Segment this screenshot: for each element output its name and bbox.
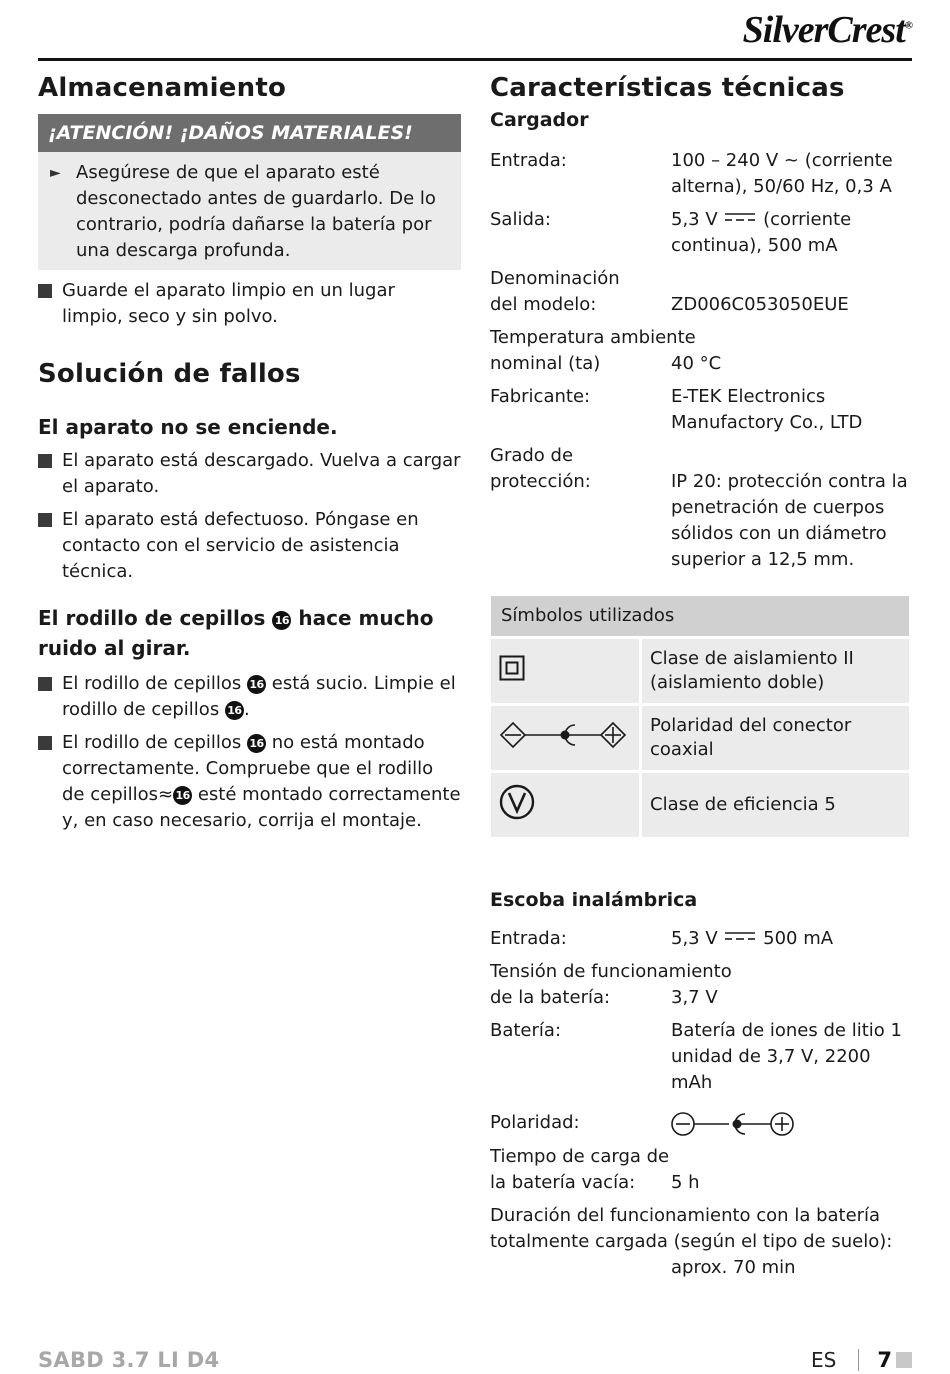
footer-separator [858,1349,859,1371]
ref-number-badge: 16 [247,675,266,694]
list-item: El rodillo de cepillos 16 no está montado correctamente. Compruebe que el rodillo de cepillos≈ 16 esté montado correctamente y, en caso necesario, corrija el montaje. [38,730,461,834]
square-bullet-icon [38,454,52,468]
list-item: El aparato está defectuoso. Póngase en contacto con el servicio de asistencia técnica. [38,507,461,585]
table-row: Clase de eficiencia 5 [491,773,909,837]
runtime-text: Duración del funcionamiento con la batería totalmente cargada (según el tipo de suelo): [490,1205,893,1252]
no-power-title: El aparato no se enciende. [38,415,338,439]
specs-title: Características técnicas [490,73,845,103]
footer-page-info [811,1348,912,1372]
charger-title: Cargador [490,109,589,131]
list-item: El rodillo de cepillos 16 está sucio. Limpie el rodillo de cepillos 16 . [38,671,461,723]
storage-tip-text: Guarde el aparato limpio en un lugar limpio, seco y sin polvo. [62,280,395,327]
square-bullet-icon [38,736,52,750]
efficiency-v-icon [499,784,535,820]
spec-row-protection: Grado de protección: IP 20: protección contra la penetración de cuerpos sólidos con un diámetro superior a 12,5 mm. [490,445,908,570]
spec-row-model: Denominación del modelo: ZD006C053050EUE [490,268,849,315]
footer-model: SABD 3.7 LI D4 [38,1348,220,1372]
list-item: El aparato está descargado. Vuelva a cargar el aparato. [38,448,461,500]
coaxial-polarity-icon [499,720,627,750]
polarity-icon [671,1110,795,1138]
spec-row-battery-voltage-value: 3,7 V [671,987,718,1008]
spec-row-temperature-value: 40 °C [671,353,722,374]
table-row: Clase de aislamiento II (aislamiento doble) [491,639,909,703]
warning-title: ¡ATENCIÓN! ¡DAÑOS MATERIALES! [38,114,461,152]
symbols-table [488,593,912,840]
dc-symbol-icon [725,211,755,223]
spec-row-polarity: Polaridad: [490,1110,912,1138]
spec-row-battery-voltage: Tensión de funcionamiento de la batería: [490,961,732,1008]
square-bullet-icon [38,677,52,691]
table-row: Polaridad del conector coaxial [491,706,909,770]
footer-language: ES [811,1348,837,1372]
page-number: 7 [877,1348,892,1372]
broom-title: Escoba inalámbrica [490,889,698,911]
spec-row-temperature: Temperatura ambiente nominal (ta) [490,327,696,374]
warning-box [38,114,461,270]
storage-tip [38,278,461,330]
spec-row-input: Entrada: 100 – 240 V ~ (corriente alterna), 50/60 Hz, 0,3 A [490,150,893,197]
troubleshooting-title: Solución de fallos [38,359,301,389]
spec-row-charge-time: Tiempo de carga de la batería vacía: 5 h [490,1146,700,1193]
ref-number-badge: 16 [272,611,291,630]
ref-number-badge: 16 [225,701,244,720]
page-marker-icon [896,1352,912,1368]
header-rule [38,58,912,61]
symbols-header: Símbolos utilizados [491,596,909,636]
warning-body [38,152,461,270]
dc-symbol-icon [725,930,755,942]
left-column [38,68,461,834]
storage-title: Almacenamiento [38,73,287,103]
brand-logo: SilverCrest® [742,9,912,51]
square-bullet-icon [38,513,52,527]
ref-number-badge: 16 [173,786,192,805]
spec-row-manufacturer: Fabricante: E-TEK Electronics Manufactory Co., LTD [490,386,863,433]
spec-row-broom-input: Entrada: 5,3 V 500 mA [490,928,834,949]
double-insulation-icon [499,655,525,681]
arrow-right-icon: ► [50,165,61,181]
right-column [490,68,912,1281]
spec-row-battery: Batería: Batería de iones de litio 1 unidad de 3,7 V, 2200 mAh [490,1020,902,1093]
square-bullet-icon [38,284,52,298]
roller-noise-title: El rodillo de cepillos 16 hace mucho ruido al girar. [38,606,434,660]
warning-text: Asegúrese de que el aparato esté desconectado antes de guardarlo. De lo contrario, podría dañarse la batería por una descarga profunda. [76,162,436,261]
ref-number-badge: 16 [247,734,266,753]
spec-row-runtime: aprox. 70 min [671,1257,796,1278]
spec-row-output: Salida: 5,3 V (corriente continua), 500 mA [490,209,852,256]
